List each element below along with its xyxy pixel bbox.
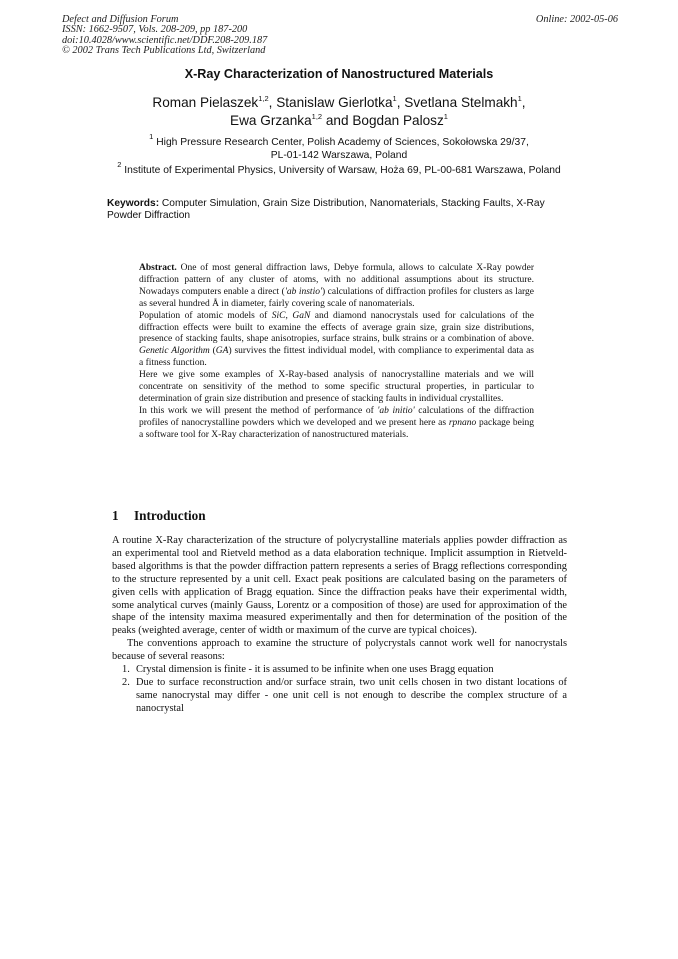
abstract-emphasis: Genetic Algorithm (139, 346, 210, 357)
copyright-line: © 2002 Trans Tech Publications Ltd, Switzerland (62, 45, 266, 57)
author-name: and Bogdan Palosz (322, 113, 444, 128)
abstract-emphasis: GA (215, 346, 229, 357)
abstract-label: Abstract. (139, 263, 177, 273)
keywords-label: Keywords: (107, 198, 160, 209)
list-item-number: 2. (122, 676, 130, 688)
list-item (112, 664, 567, 677)
abstract-paragraph (139, 406, 534, 442)
affiliation-2 (0, 160, 678, 178)
affiliation-1 (0, 132, 678, 162)
affiliation-mark: 1 (149, 132, 154, 141)
abstract-emphasis: GaN (292, 310, 311, 321)
author-affiliation-mark: 1 (443, 112, 448, 121)
online-date: Online: 2002-05-06 (535, 14, 618, 25)
author-name: Roman Pielaszek (152, 95, 259, 110)
abstract-text: Population of atomic models of (139, 310, 272, 321)
abstract-emphasis: rpnano (448, 417, 477, 428)
section-number: 1 (112, 508, 119, 523)
affiliation-mark: 2 (117, 160, 122, 169)
author-affiliation-mark: 1 (517, 94, 522, 103)
list-item-text: Due to surface reconstruction and/or surface strain, two unit cells chosen in two distant locations of same nanocrystal may differ - one unit cell is not enough to describe the complex structure of a nanocrystal (136, 676, 567, 714)
abstract-emphasis: SiC (271, 310, 286, 321)
paper-title: X-Ray Characterization of Nanostructured Materials (184, 67, 494, 81)
affiliation-text: Institute of Experimental Physics, University of Warsaw, Hoża 69, PL-00-681 Warszawa, Poland (124, 165, 561, 176)
abstract-text: ( (209, 346, 216, 357)
issn-line: ISSN: 1662-9507, Vols. 208-209, pp 187-200 (62, 24, 248, 36)
keywords-text: Computer Simulation, Grain Size Distribution, Nanomaterials, Stacking Faults, X-Ray Powder Diffraction (107, 198, 545, 222)
abstract-paragraph (139, 263, 534, 311)
abstract-text: In this work we will present the method of performance of (139, 405, 378, 416)
author-name: Ewa Grzanka (230, 113, 312, 128)
abstract-emphasis: 'ab initio' (377, 405, 415, 416)
body-paragraph: A routine X-Ray characterization of the structure of polycrystalline materials applies powder diffraction as an experimental tool and Rietveld method as a data elaboration technique. Implicit assumption in Rietveld-based algorithms is that the powder diffraction pattern represents a series of Bragg reflections corresponding to the structure represented by a unit cell. Exact peak positions are calculated basing on the parameters of given cells with application of Bragg equation. Since the diffraction peaks have their experimental width, some analytical curves (mainly Gauss, Lorentz or a composition of those) are used for approximation of the shape of the intensity maxima measured experimentally and then for determination of the position of the peaks (weighted average, center of width or maximum of the curve are typical choices). (112, 535, 567, 637)
author-name: , Svetlana Stelmakh (396, 95, 518, 110)
affiliation-text: PL-01-142 Warszawa, Poland (270, 149, 408, 161)
journal-name: Defect and Diffusion Forum (62, 14, 179, 25)
abstract-text: calculations of the diffraction profiles of nanocrystalline powders which we developed and we present here as (139, 405, 534, 428)
abstract-text: One of most general diffraction laws, Debye formula, allows to calculate X-Ray powder diffraction pattern of any cluster of atoms, with no additional assumptions about its structure. Nowadays computers enable a direct ( (139, 263, 534, 297)
introduction-body (112, 535, 567, 716)
abstract-text: , (285, 310, 293, 321)
section-heading (112, 508, 206, 524)
author-separator: , (521, 95, 526, 110)
affiliation-text: High Pressure Research Center, Polish Academy of Sciences, Sokołowska 29/37, (156, 137, 529, 148)
keywords (107, 198, 557, 222)
list-item-text: Crystal dimension is finite - it is assumed to be infinite when one uses Bragg equation (136, 664, 494, 676)
reasons-list (112, 664, 567, 716)
abstract-text: and diamond nanocrystals used for calculations of the diffraction effects were built to examine the effects of average grain size, grain size distributions, presence of stacking faults, shape anisotropies, surface strains, bulk strains or a combination of above. (139, 310, 534, 345)
author-line-1 (0, 94, 678, 112)
abstract-paragraph: Here we give some examples of X-Ray-based analysis of nanocrystalline materials and we will concentrate on sensitivity of the method to some specific structural properties, in particular to determination of grain size distribution and presence of stacking faults in individual crystallites. (139, 370, 534, 404)
abstract-text: ) survives the fittest individual model, with compliance to experimental data as a fitness function. (139, 346, 534, 369)
list-item (112, 677, 567, 716)
author-affiliation-mark: 1 (392, 94, 397, 103)
abstract-paragraph (139, 311, 534, 371)
list-item-number: 1. (122, 664, 130, 676)
author-list (0, 94, 678, 130)
abstract (139, 263, 534, 442)
author-affiliation-mark: 1,2 (258, 94, 269, 103)
author-line-2 (0, 112, 678, 130)
author-affiliation-mark: 1,2 (311, 112, 323, 121)
abstract-emphasis: 'ab instio' (284, 286, 322, 297)
journal-header (62, 15, 618, 57)
section-title: Introduction (134, 508, 206, 523)
abstract-text: ) calculations of diffraction profiles for clusters as large as several hundred Å in diameter, fairly covering scale of nanomaterials. (139, 286, 534, 309)
body-paragraph: The conventions approach to examine the structure of polycrystals cannot work well for nanocrystals because of several reasons: (112, 638, 567, 663)
abstract-text: package being a software tool for X-Ray characterization of nanostructured materials. (139, 417, 534, 440)
author-name: , Stanislaw Gierlotka (268, 95, 393, 110)
doi-line: doi:10.4028/www.scientific.net/DDF.208-209.187 (62, 34, 268, 46)
